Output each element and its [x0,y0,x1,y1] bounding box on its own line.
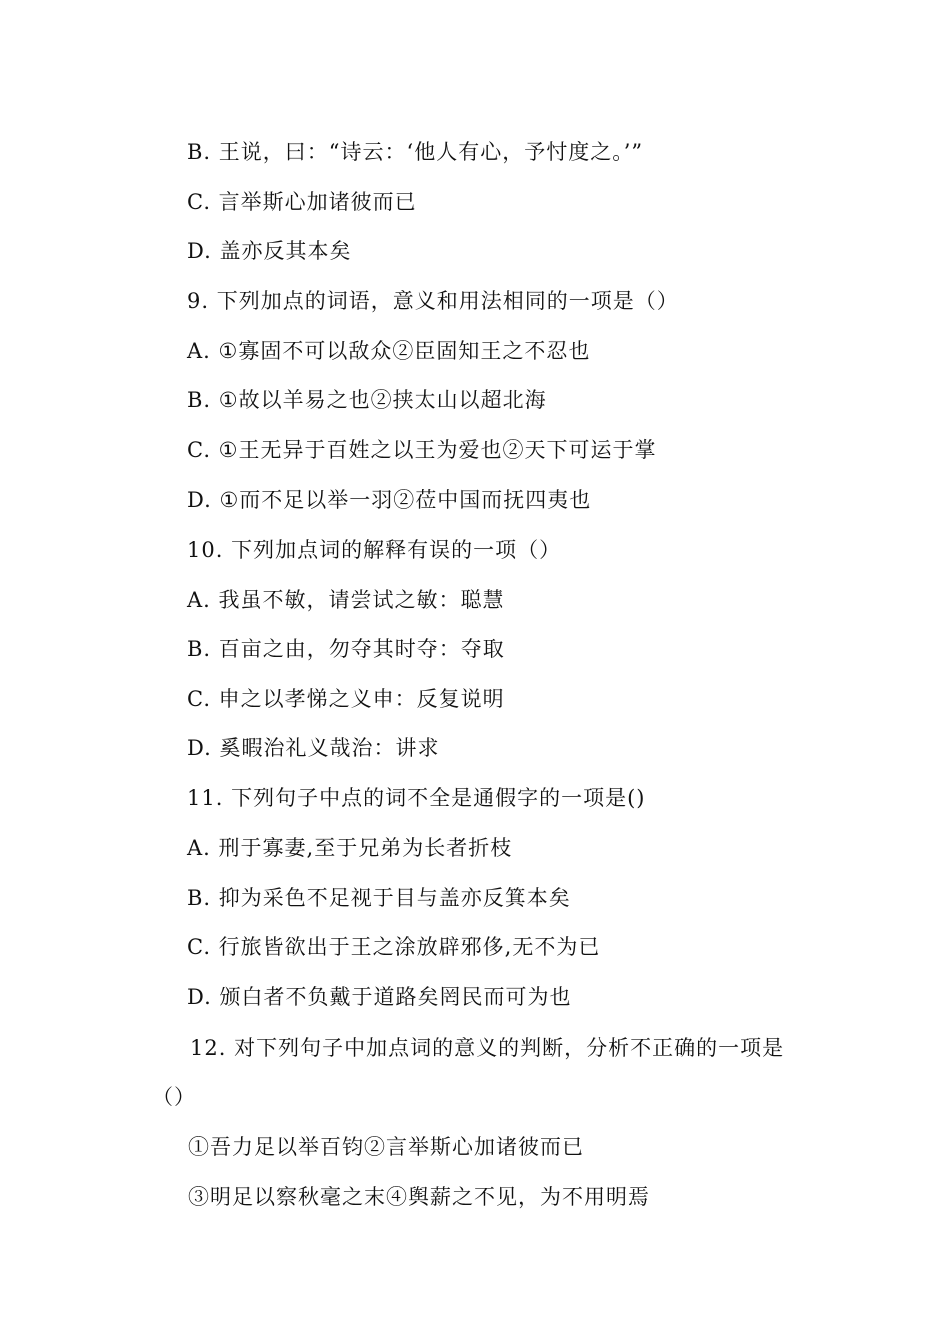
sentence-list-1: ①吾力足以举百钧②言举斯心加诸彼而已 [188,1135,584,1159]
option-11d: D. 颁白者不负戴于道路矣罔民而可为也 [187,985,572,1009]
option-8d: D. 盖亦反其本矣 [187,239,352,263]
option-8b: B. 王说，曰：“诗云：‘他人有心，予忖度之。’” [187,140,644,164]
option-9d: D. ①而不足以举一羽②莅中国而抚四夷也 [187,488,592,512]
question-12-bracket: （） [152,1085,196,1109]
option-10b: B. 百亩之由，勿夺其时夺：夺取 [187,637,505,661]
option-8c: C. 言举斯心加诸彼而已 [187,190,417,214]
option-10a: A. 我虽不敏，请尝试之敏：聪慧 [187,588,505,612]
option-10c: C. 申之以孝悌之义申：反复说明 [187,687,505,711]
question-10: 10. 下列加点词的解释有误的一项（） [187,538,562,562]
question-12: 12. 对下列句子中加点词的意义的判断，分析不正确的一项是 [190,1036,785,1060]
sentence-list-2: ③明足以察秋毫之末④舆薪之不见，为不用明焉 [188,1185,650,1209]
question-11: 11. 下列句子中点的词不全是通假字的一项是() [187,786,646,810]
option-10d: D. 奚暇治礼义哉治：讲求 [187,736,440,760]
question-9: 9. 下列加点的词语，意义和用法相同的一项是（） [187,289,679,313]
option-9a: A. ①寡固不可以敌众②臣固知王之不忍也 [187,339,591,363]
option-9c: C. ①王无异于百姓之以王为爱也②天下可运于掌 [187,438,657,462]
option-11b: B. 抑为采色不足视于目与盖亦反箕本矣 [187,886,571,910]
option-9b: B. ①故以羊易之也②挟太山以超北海 [187,388,547,412]
option-11c: C. 行旅皆欲出于王之涂放辟邪侈,无不为已 [187,935,601,959]
option-11a: A. 刑于寡妻,至于兄弟为长者折枝 [187,836,513,860]
